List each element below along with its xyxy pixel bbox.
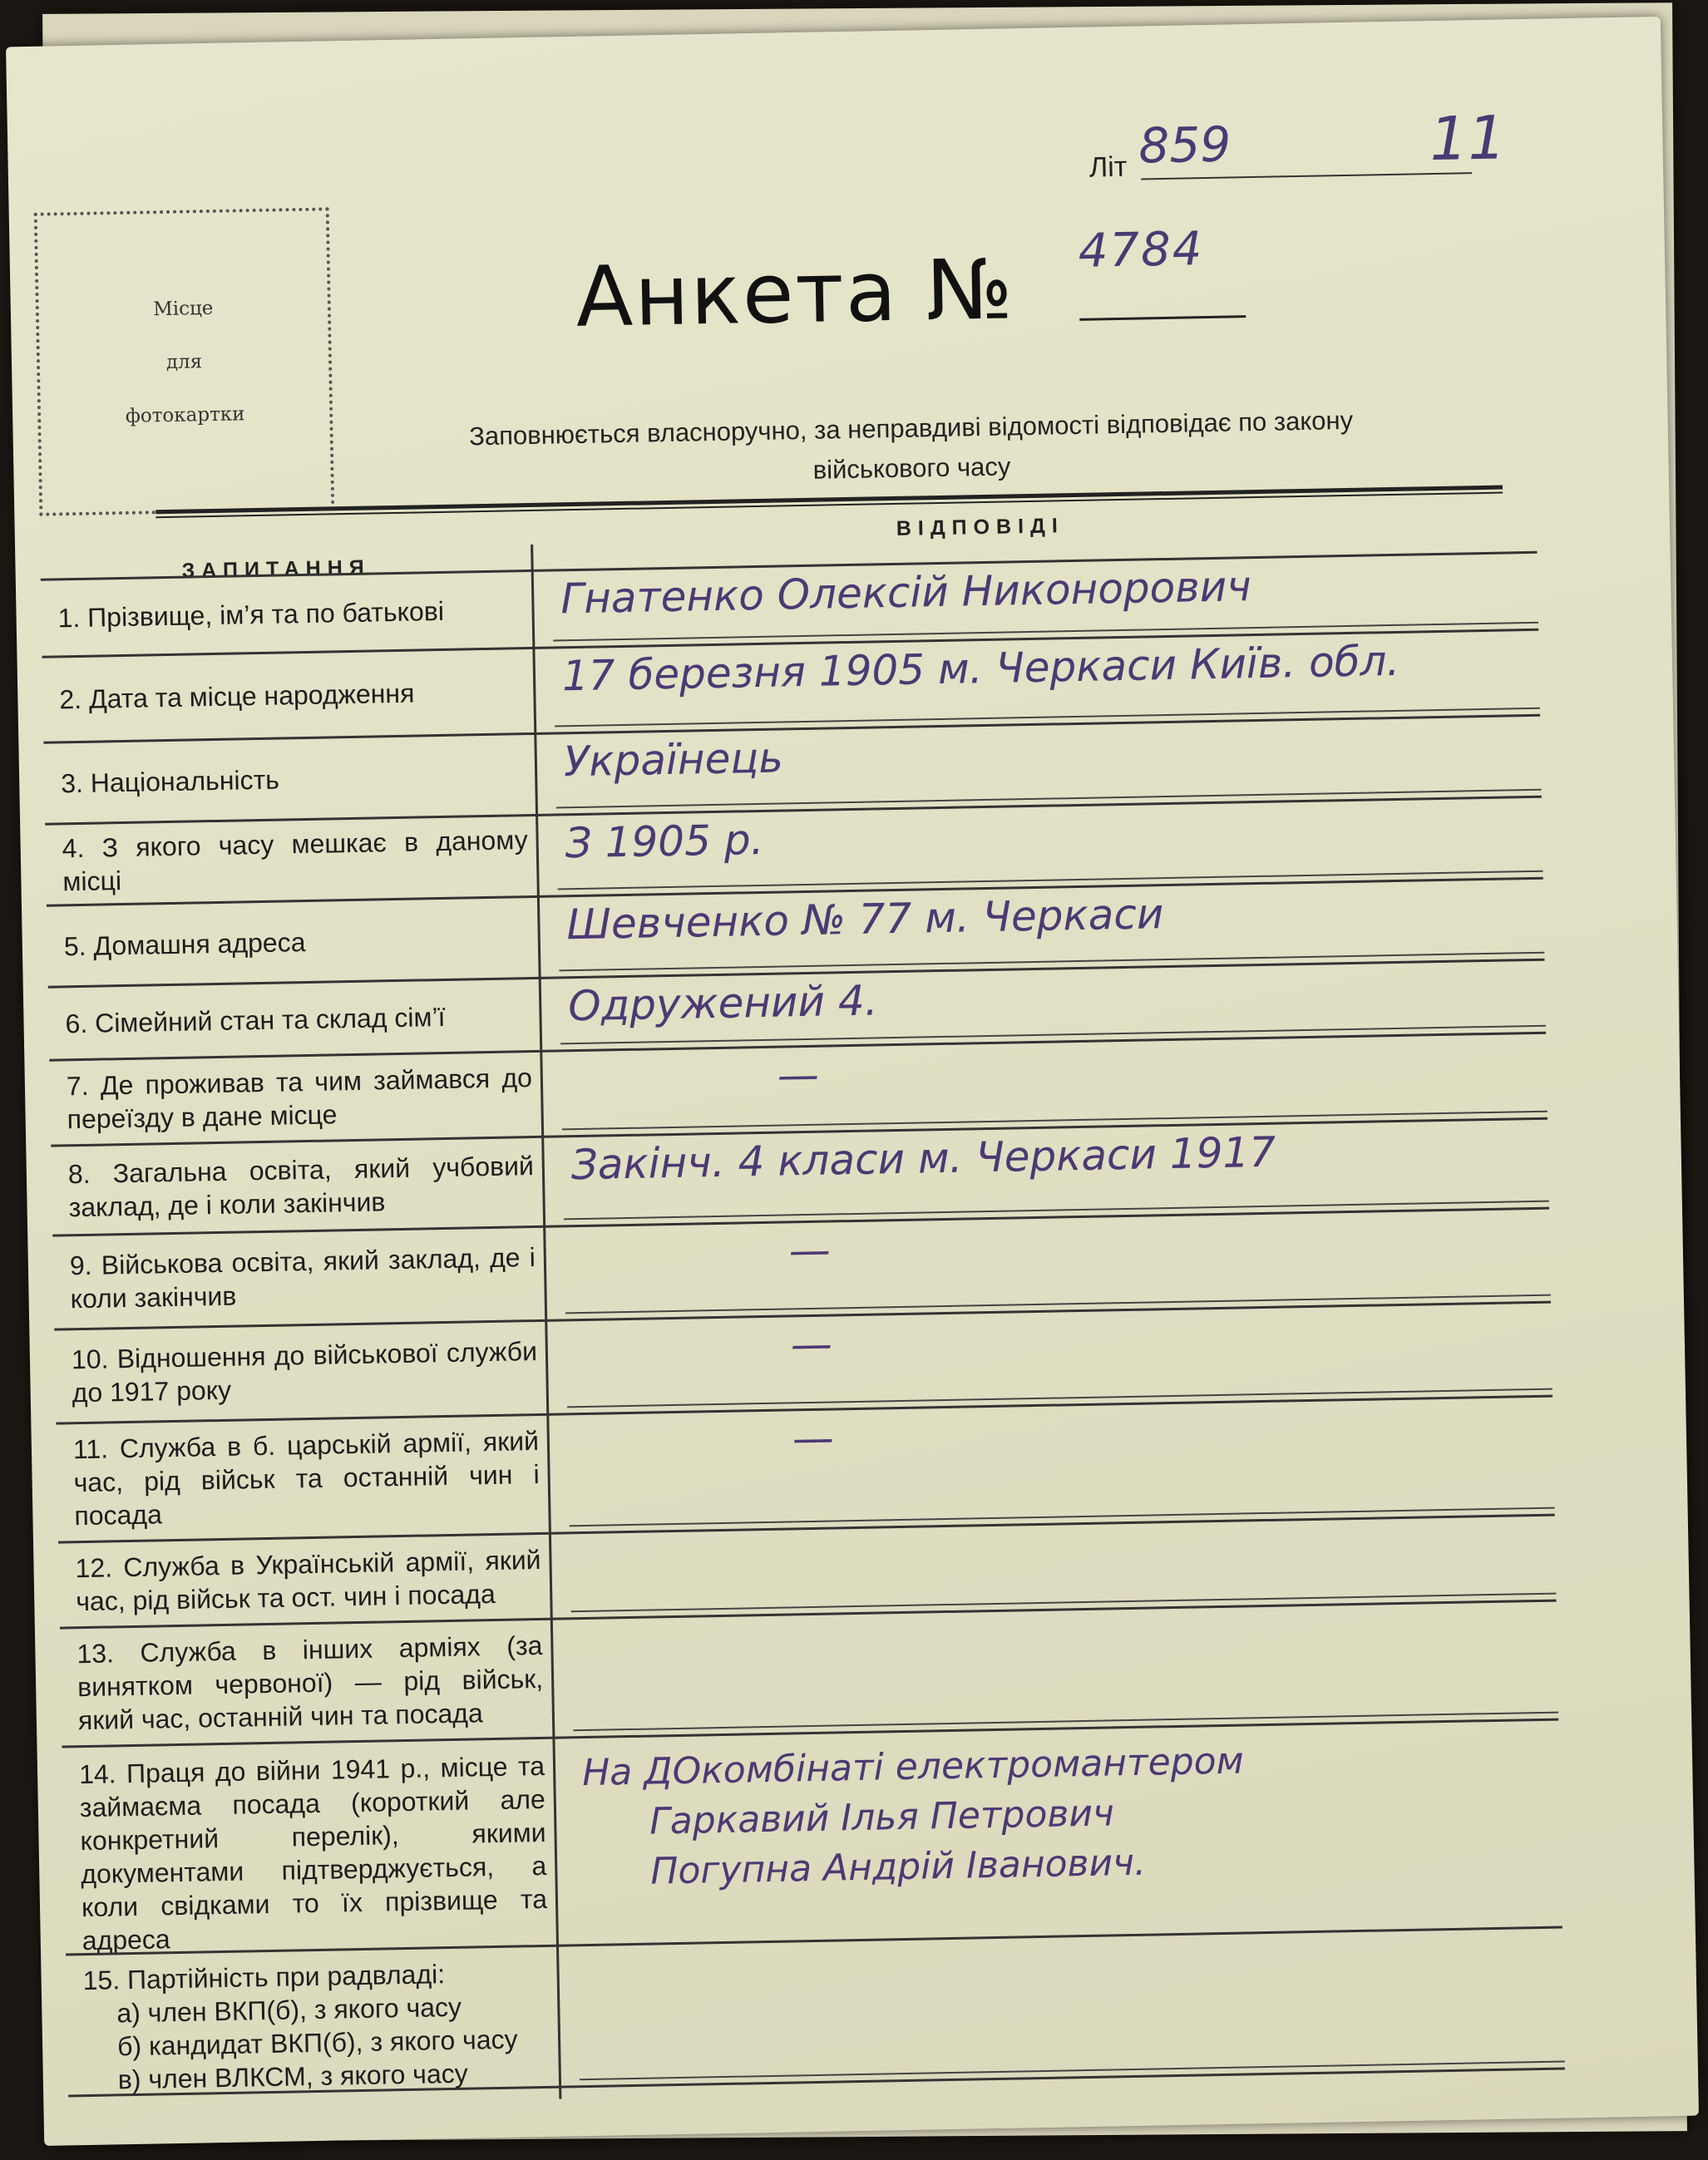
question-12: 12. Служба в Українській армії, який час, рід військ та ост. чин і посада	[75, 1544, 541, 1617]
photo-label-1: Місце	[152, 297, 214, 320]
question-11: 11. Служба в б. царській армії, який час, рід військ та останній чин і посада	[72, 1425, 540, 1531]
page-number: 11	[1429, 102, 1507, 175]
question-15-a: а) член ВКП(б), з якого часу	[116, 1991, 462, 2029]
answer-2: 17 березня 1905 м. Черкаси Київ. обл.	[561, 636, 1400, 701]
question-7: 7. Де проживав та чим займався до переїзду в дане місце	[66, 1063, 533, 1135]
question-10: 10. Відношення до військової служби до 1917 року	[71, 1336, 538, 1408]
questionnaire-table	[41, 551, 1565, 2098]
questionnaire-sheet	[6, 17, 1699, 2146]
answer-14-line-1: На ДОкомбінаті електромантером	[581, 1739, 1245, 1795]
question-2: 2. Дата та місце народження	[59, 678, 415, 715]
question-15-c: в) член ВЛКСМ, з якого часу	[117, 2058, 468, 2095]
answer-7: —	[777, 1050, 820, 1100]
instructions-line-2: військового часу	[812, 451, 1011, 485]
answer-6: Одружений 4.	[567, 976, 879, 1031]
instructions-line-1: Заповнюється власноручно, за неправдиві відомості відповідає по закону	[468, 405, 1354, 451]
answer-14-line-3: Погупна Андрій Іванович.	[649, 1841, 1147, 1893]
lit-value: 859	[1138, 116, 1232, 175]
table-row	[62, 1719, 1562, 1954]
question-13: 13. Служба в інших арміях (за винятком червоної) — рід військ, який час, останній чин та посада	[77, 1630, 544, 1736]
lit-field	[1088, 116, 1473, 184]
form-number: 4784	[1078, 222, 1204, 279]
photo-placeholder	[34, 207, 335, 515]
question-15-b: б) кандидат ВКП(б), з якого часу	[116, 2024, 518, 2062]
form-title	[575, 222, 1204, 346]
answer-3: Українець	[563, 733, 784, 787]
lit-label: Літ	[1088, 150, 1128, 184]
question-4: 4. З якого часу мешкає в даному місці	[62, 824, 528, 896]
question-6: 6. Сімейний стан та склад сім’ї	[65, 1001, 446, 1038]
answer-11-field	[546, 1398, 1554, 1532]
question-14: 14. Праця до війни 1941 р., місце та займаєма посада (короткий але конкретний перелік), якими документами підтверджується, а коли свідками то їх прізвище та адреса	[78, 1750, 548, 1956]
answer-5: Шевченко № 77 м. Черкаси	[565, 890, 1164, 949]
question-3: 3. Національність	[60, 764, 280, 798]
answer-14-line-2: Гаркавий Ілья Петрович	[649, 1792, 1115, 1843]
answer-10: —	[790, 1319, 833, 1369]
question-5: 5. Домашня адреса	[63, 926, 306, 961]
question-8: 8. Загальна освіта, який учбовий заклад, де і коли закінчив	[67, 1150, 535, 1222]
answer-11: —	[792, 1413, 835, 1463]
form-title-text: Анкета №	[575, 240, 1015, 346]
answer-9: —	[788, 1225, 832, 1275]
question-9: 9. Військова освіта, який заклад, де і коли закінчив	[69, 1242, 536, 1314]
answers-column-header: ВІДПОВІДІ	[896, 514, 1065, 540]
header-rule	[155, 486, 1503, 519]
answer-14-field	[553, 1731, 1562, 1945]
answer-4: З 1905 р.	[565, 815, 764, 868]
photo-label-2: для	[165, 350, 203, 373]
answer-15-field	[556, 1937, 1565, 2086]
lit-underline	[1141, 172, 1472, 180]
table-row	[66, 1926, 1565, 2095]
form-instructions	[362, 398, 1461, 498]
question-15-title: 15. Партійність при радвладі:	[82, 1959, 446, 1996]
question-15	[66, 1955, 559, 2098]
photo-label-3: фотокартки	[125, 402, 245, 427]
answer-8: Закінч. 4 класи м. Черкаси 1917	[570, 1127, 1276, 1190]
answer-13-field	[550, 1602, 1558, 1737]
question-1: 1. Прізвище, ім’я та по батькові	[57, 595, 445, 634]
questions-column-header: ЗАПИТАННЯ	[181, 555, 371, 583]
answer-1: Гнатенко Олексій Никонорович	[560, 562, 1252, 624]
form-number-underline	[1079, 315, 1246, 321]
